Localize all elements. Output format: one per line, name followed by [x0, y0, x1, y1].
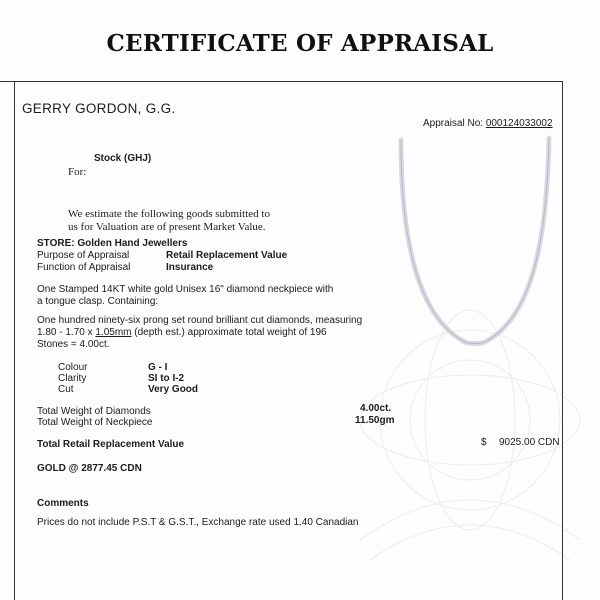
- item-description-line-2: a tongue clasp. Containing:: [37, 296, 159, 307]
- total-value-label: Total Retail Replacement Value: [37, 439, 185, 450]
- estimate-line-2: us for Valuation are of present Market Value.: [68, 221, 266, 233]
- measurement-suffix: (depth est.) approximate total weight of 196: [131, 327, 327, 338]
- clarity-label: Clarity: [58, 373, 87, 384]
- diamond-description-line-2: [37, 327, 327, 339]
- measurement-prefix: 1.80 - 1.70 x: [37, 327, 96, 338]
- function-value: Insurance: [166, 262, 214, 273]
- total-value-amount: 9025.00 CDN: [499, 437, 560, 448]
- diamond-weight-value: 4.00ct.: [360, 403, 392, 414]
- diamond-weight-label: Total Weight of Diamonds: [37, 406, 151, 417]
- colour-value: G - I: [148, 362, 168, 373]
- comments-heading: Comments: [37, 498, 89, 509]
- diamond-description-line-3: Stones = 4.00ct.: [37, 339, 110, 350]
- appraisal-number-label: Appraisal No:: [423, 118, 484, 129]
- cut-label: Cut: [58, 384, 74, 395]
- cut-value: Very Good: [148, 384, 199, 395]
- frame-left-border: [14, 81, 15, 600]
- function-label: Function of Appraisal: [37, 262, 131, 273]
- appraisal-number: [423, 118, 553, 130]
- necklace-photo: [385, 130, 565, 370]
- neckpiece-weight-label: Total Weight of Neckpiece: [37, 417, 153, 428]
- purpose-label: Purpose of Appraisal: [37, 250, 130, 261]
- colour-label: Colour: [58, 362, 88, 373]
- diamond-description-line-1: One hundred ninety-six prong set round brilliant cut diamonds, measuring: [37, 315, 363, 326]
- purpose-value: Retail Replacement Value: [166, 250, 288, 261]
- neckpiece-weight-value: 11.50gm: [355, 415, 395, 426]
- appraisal-number-value: 000124033002: [485, 118, 553, 129]
- measurement-depth: 1.05mm: [95, 327, 132, 338]
- estimate-line-1: We estimate the following goods submitted to: [68, 208, 270, 220]
- clarity-value: SI to I-2: [148, 373, 185, 384]
- total-value-currency: $: [481, 437, 487, 448]
- for-label: For:: [68, 166, 87, 178]
- item-description-line-1: One Stamped 14KT white gold Unisex 16" diamond neckpiece with: [37, 284, 334, 295]
- store-name: STORE: Golden Hand Jewellers: [37, 238, 188, 249]
- certificate-title: CERTIFICATE OF APPRAISAL: [106, 30, 494, 57]
- comments-text: Prices do not include P.S.T & G.S.T., Exchange rate used 1.40 Canadian: [37, 517, 359, 528]
- frame-top-border: [0, 81, 562, 82]
- appraiser-name: GERRY GORDON, G.G.: [22, 101, 176, 116]
- gold-price: GOLD @ 2877.45 CDN: [37, 463, 142, 474]
- client-name: Stock (GHJ): [94, 153, 152, 164]
